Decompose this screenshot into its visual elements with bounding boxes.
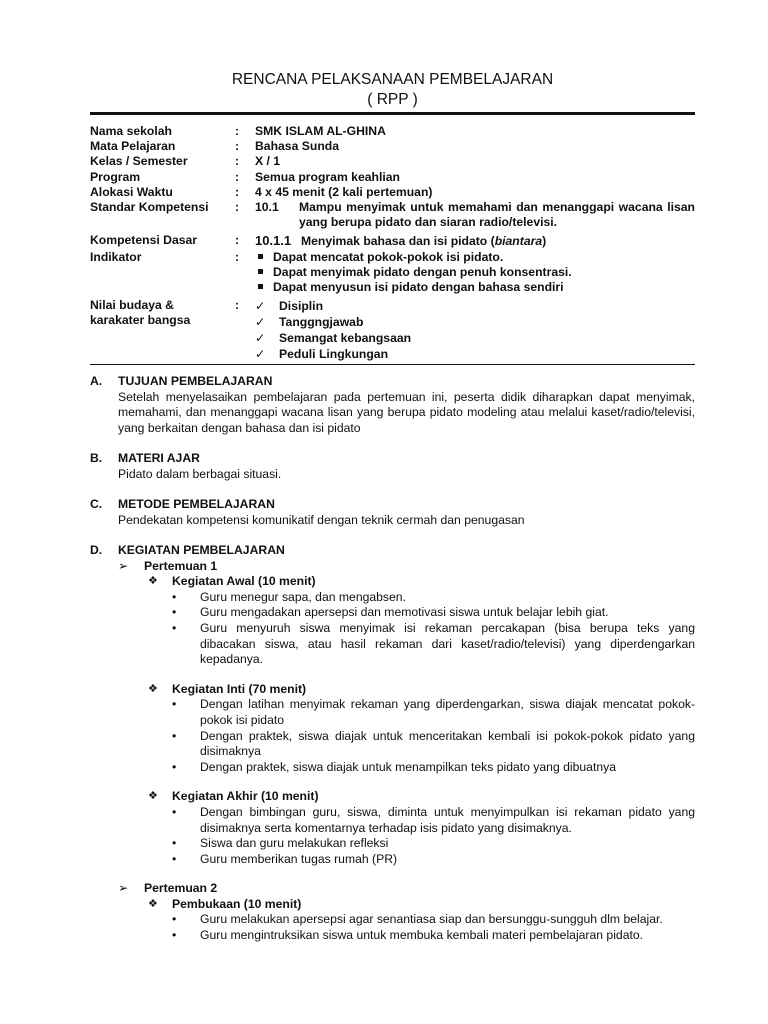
indikator-row: Indikator : Dapat mencatat pokok-pokok isi pidato. Dapat menyimak pidato dengan penuh konsentrasi. Dapat menyusun isi pidato dengan bahasa sendiri [90,250,695,296]
kegiatan-inti-heading: ❖ Kegiatan Inti (70 menit) [148,681,307,696]
nilai-item: ✓ Peduli Lingkungan [255,347,389,362]
list-item: • Guru melakukan apersepsi agar senantiasa siap dan bersunggu-sungguh dlm belajar. [172,912,663,927]
identity-row: Nama sekolah : SMK ISLAM AL-GHINA [90,124,386,138]
bullet-icon: • [172,759,177,774]
diamond-icon: ❖ [148,897,158,910]
kegiatan-akhir-heading: ❖ Kegiatan Akhir (10 menit) [148,789,319,804]
bullet-icon: • [172,836,177,851]
list-item: • Guru mengadakan apersepsi dan memotivasi siswa untuk belajar lebih giat. [172,605,609,620]
diamond-icon: ❖ [148,682,158,695]
list-item: • Dengan praktek, siswa diajak untuk menampilkan teks pidato yang dibuatnya [172,759,616,774]
identity-rule [90,364,695,365]
section-title: TUJUAN PEMBELAJARAN [118,374,273,388]
identity-row: Mata Pelajaran : Bahasa Sunda [90,139,339,154]
section-metode: C. METODE PEMBELAJARAN Pendekatan kompetensi komunikatif dengan teknik cermah dan penugasan [90,497,695,528]
list-item: • Guru menegur sapa, dan mengabsen. [172,589,406,604]
identity-block [90,124,695,362]
nilai-item: ✓ Semangat kebangsaan [255,331,412,346]
list-item: • Guru mengintruksikan siswa untuk membuka kembali materi pembelajaran pidato. [172,928,644,943]
list-item: • Guru memberikan tugas rumah (PR) [172,851,398,866]
section-title: KEGIATAN PEMBELAJARAN [118,543,285,557]
square-bullet-icon [258,254,263,259]
kegiatan-awal-heading: ❖ Kegiatan Awal (10 menit) [148,574,316,589]
title-line-2: ( RPP ) [367,91,418,108]
bullet-icon: • [172,620,177,635]
check-icon: ✓ [255,299,266,314]
list-item: • Siswa dan guru melakukan refleksi [172,836,389,851]
section-title: METODE PEMBELAJARAN [118,497,275,511]
bullet-icon: • [172,851,177,866]
title-line-1: RENCANA PELAKSANAAN PEMBELAJARAN [231,71,554,88]
bullet-icon: • [172,728,177,743]
indikator-item: Dapat mencatat pokok-pokok isi pidato. [255,250,695,265]
section-kegiatan: D. KEGIATAN PEMBELAJARAN ➢ Pertemuan 1 ❖ Kegiatan Awal (10 menit) • Guru menegur sapa, dan mengabsen. • Guru mengadakan apersepsi dan memotivasi siswa untuk belajar lebih giat. • Guru menyuruh siswa menyimak isi rekaman percakapan (bisa berupa teks yang dibacakan siswa, atau hasil rekaman dari kaset/radio/televisi) yang diperdengarkan kepadanya. ❖ Kegiatan Inti (70 menit) • Dengan latihan menyimak rekaman yang diperdengarkan, siswa diajak mencatat pokok-pokok isi pidato • Dengan praktek, siswa diajak untuk menceritakan kembali isi pokok-pokok pidato yang disimaknya • Dengan praktek, siswa diajak untuk menampilkan teks pidato yang dibuatnya ❖ Kegiatan Akhir (10 menit) • Dengan bimbingan guru, siswa, diminta untuk menyimpulkan isi rekaman pidato yang disimaknya serta komentarnya terhadap isis pidato yang disimaknya. • Siswa dan guru melakukan refleksi • Guru memberikan tugas rumah (PR) ➢ Pertemuan 2 ❖ Pembukaan (10 menit) • Guru melakukan apersepsi agar senantiasa siap dan bersunggu-sungguh dlm belajar. • Guru mengintruksikan siswa untuk membuka kembali materi pembelajaran pidato. [90,543,695,943]
pertemuan-2-heading: ➢ Pertemuan 2 [118,881,218,896]
nilai-item: ✓ Disiplin [255,299,324,314]
sk-number: 10.1 [255,200,279,215]
list-item: • Guru menyuruh siswa menyimak isi rekaman percakapan (bisa berupa teks yang dibacakan siswa, atau hasil rekaman dari kaset/radio/televisi) yang diperdengarkan kepadanya. [172,620,695,667]
indikator-item: Dapat menyimak pidato dengan penuh konsentrasi. [255,265,695,280]
check-icon: ✓ [255,347,266,362]
nilai-item: ✓ Tanggngjawab [255,315,364,330]
list-item: • Dengan latihan menyimak rekaman yang diperdengarkan, siswa diajak mencatat pokok-pokok isi pidato [172,697,695,727]
bullet-icon: • [172,605,177,620]
arrow-icon: ➢ [118,558,129,573]
check-icon: ✓ [255,315,266,330]
document-title [90,70,695,110]
section-body: Pendekatan kompetensi komunikatif dengan teknik cermah dan penugasan [118,512,525,527]
section-materi: B. MATERI AJAR Pidato dalam berbagai situasi. [90,451,695,482]
sk-text: Mampu menyimak untuk memahami dan menanggapi wacana lisan yang berupa pidato dan siaran radio/televisi. [299,200,695,230]
square-bullet-icon [258,284,263,289]
section-tujuan: A. TUJUAN PEMBELAJARAN Setelah menyelasaikan pembelajaran pada pertemuan ini, peserta didik diharapkan dapat menyimak, memahami, dan menanggapi wacana lisan yang berupa pidato modeling atau melalui kaset/radio/televisi, yang berkaitan dengan bahasa dan isi pidato [90,374,695,435]
pertemuan-1-heading: ➢ Pertemuan 1 [118,558,218,573]
diamond-icon: ❖ [148,575,158,588]
diamond-icon: ❖ [148,790,158,803]
pembukaan-heading: ❖ Pembukaan (10 menit) [148,896,302,911]
arrow-icon: ➢ [118,881,129,896]
standar-kompetensi-row: Standar Kompetensi : 10.1 Mampu menyimak untuk memahami dan menanggapi wacana lisan yang berupa pidato dan siaran radio/televisi. [90,200,695,230]
identity-row: Program : Semua program keahlian [90,169,400,184]
kompetensi-dasar-row: Kompetensi Dasar : 10.1.1 Menyimak bahasa dan isi pidato (biantara) [90,233,547,249]
bullet-icon: • [172,589,177,604]
check-icon: ✓ [255,331,266,346]
bullet-icon: • [172,912,177,927]
indikator-item: Dapat menyusun isi pidato dengan bahasa sendiri [255,280,695,295]
kd-number: 10.1.1 [255,233,292,249]
header-rule [90,112,695,115]
identity-row: Alokasi Waktu : 4 x 45 menit (2 kali pertemuan) [90,184,433,199]
bullet-icon: • [172,697,177,712]
section-body: Setelah menyelasaikan pembelajaran pada pertemuan ini, peserta didik diharapkan dapat menyimak, memahami, dan menanggapi wacana lisan yang berupa pidato modeling atau melalui kaset/radio/televisi, yang berkaitan dengan bahasa dan isi pidato [118,389,695,435]
section-body: Pidato dalam berbagai situasi. [118,466,282,481]
list-item: • Dengan bimbingan guru, siswa, diminta untuk menyimpulkan isi rekaman pidato yang disimaknya serta komentarnya terhadap isis pidato yang disimaknya. [172,804,695,835]
nilai-budaya-row: Nilai budaya & karakater bangsa : ✓ Disiplin ✓ Tanggngjawab ✓ Semangat kebangsaan ✓ Peduli Lingkungan [90,298,695,362]
identity-row: Kelas / Semester : X / 1 [90,154,281,169]
section-title: MATERI AJAR [118,451,200,465]
bullet-icon: • [172,928,177,943]
bullet-icon: • [172,804,177,819]
square-bullet-icon [258,269,263,274]
list-item: • Dengan praktek, siswa diajak untuk menceritakan kembali isi pokok-pokok pidato yang disimaknya [172,728,695,759]
